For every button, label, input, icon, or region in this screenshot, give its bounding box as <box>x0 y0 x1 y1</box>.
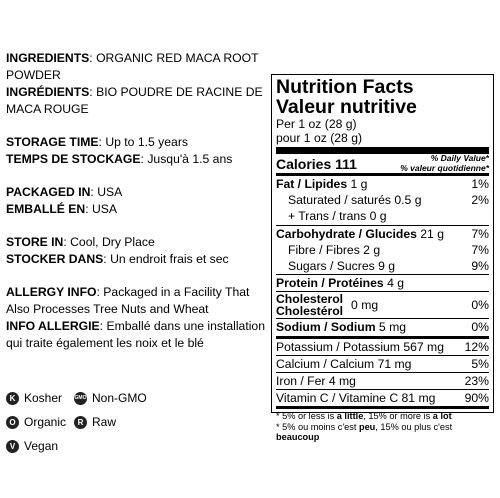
packaged-line-fr: EMBALLÉ EN: USA <box>6 202 118 216</box>
fat-row: Fat / Lipides 1 g 1% <box>276 177 489 191</box>
ingredients-line-fr: INGRÉDIENTS: BIO POUDRE DE RACINE DE MACA ROUGE <box>6 85 263 116</box>
saturated-row: Saturated / saturés 0.5 g 2% <box>288 193 489 208</box>
storage-line-fr: TEMPS DE STOCKAGE: Jusqu'à 1.5 ans <box>6 152 233 166</box>
kosher-icon: K <box>6 392 19 405</box>
store-line-fr: STOCKER DANS: Un endroit frais et sec <box>6 252 229 266</box>
nf-title-fr: Valeur nutritive <box>276 96 417 118</box>
calories-row: Calories 111 % Daily Value* % valeur quotidienne* <box>276 153 489 173</box>
potassium-row: Potassium / Potassium 567 mg 12% <box>276 339 489 354</box>
trans-row: + Trans / trans 0 g <box>288 209 387 224</box>
fibre-row: Fibre / Fibres 2 g 7% <box>288 242 489 257</box>
calcium-row: Calcium / Calcium 71 mg 5% <box>276 356 489 371</box>
badge-raw: R Raw <box>74 415 116 429</box>
non-gmo-icon: GMO <box>74 392 87 405</box>
nutrition-facts-table <box>271 74 494 443</box>
raw-icon: R <box>74 416 87 429</box>
packaged-line: PACKAGED IN: USA <box>6 185 123 199</box>
sodium-row: Sodium / Sodium 5 mg 0% <box>276 320 489 335</box>
badge-kosher: K Kosher <box>6 391 62 405</box>
ingredients-line: INGREDIENTS: ORGANIC RED MACA ROOT POWDER <box>6 51 259 82</box>
vegan-icon: V <box>6 440 19 453</box>
nf-title: Nutrition Facts <box>276 76 414 98</box>
allergy-line: ALLERGY INFO: Packaged in a Facility That Also Processes Tree Nuts and Wheat <box>6 285 250 316</box>
sugars-row: Sugars / Sucres 9 g 9% <box>288 259 489 274</box>
organic-icon: O <box>6 416 19 429</box>
footnote: * 5% or less is a little, 15% or more is a lot * 5% ou moins c'est peu, 15% ou plus c'est beaucoup <box>276 411 453 443</box>
cholesterol-row: Cholesterol Cholestérol 0 mg 0% <box>276 292 489 319</box>
product-info <box>6 50 270 368</box>
protein-row: Protein / Protéines 4 g <box>276 276 405 291</box>
badge-organic: O Organic <box>6 415 66 429</box>
allergy-line-fr: INFO ALLERGIE: Emballé dans une installation qui traite également les noix et le blé <box>6 319 265 350</box>
iron-row: Iron / Fer 4 mg 23% <box>276 374 489 389</box>
vitamin-c-row: Vitamin C / Vitamine C 81 mg 90% <box>276 391 489 406</box>
serving-size: Per 1 oz (28 g) <box>276 117 357 131</box>
badge-nongmo: GMO Non-GMO <box>74 391 147 405</box>
badge-vegan: V Vegan <box>6 439 58 453</box>
store-line: STORE IN: Cool, Dry Place <box>6 235 155 249</box>
serving-size-fr: pour 1 oz (28 g) <box>276 131 363 145</box>
carb-row: Carbohydrate / Glucides 21 g 7% <box>276 226 489 241</box>
storage-line: STORAGE TIME: Up to 1.5 years <box>6 135 188 149</box>
